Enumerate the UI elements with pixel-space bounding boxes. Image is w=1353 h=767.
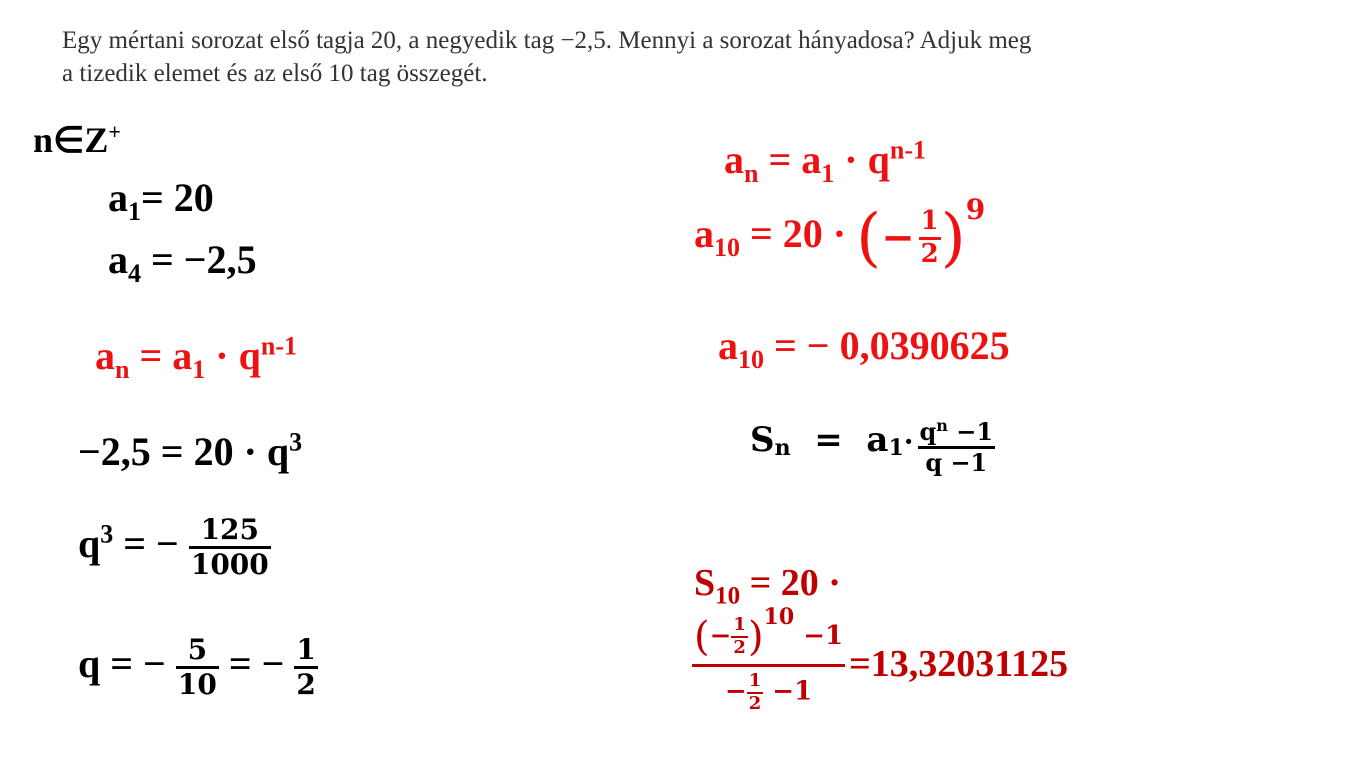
fraction-1-2: $\frac{1}{2}$	[296, 633, 316, 702]
fraction-5-10: $\frac{5}{10}$	[177, 633, 217, 702]
q-cubed-fraction: $q^3$ = − $\frac{125}{1000}$	[78, 513, 269, 582]
s10-denominator-fraction: $\frac{1}{2}$	[748, 670, 762, 714]
right-paren: )	[940, 201, 966, 275]
s10-main-fraction: (− $\frac{1}{2}$ )$^{10}$ −1 − $\frac{1}{2}$ −1	[694, 604, 844, 714]
general-term-formula-left: $a_n = a_1 \cdot q^{n-1}$	[95, 331, 297, 384]
s10-result: =13,32031125	[849, 643, 1069, 686]
fraction-125-1000: $\frac{125}{1000}$	[190, 513, 269, 582]
sum-formula-fraction: $\frac{q^n -1}{q -1}$	[919, 416, 994, 477]
s10-fraction	[692, 604, 1069, 714]
domain-statement: n∈Z+	[33, 119, 121, 160]
given-a4: $a_4 = -2,5$	[108, 237, 257, 288]
problem-statement	[62, 24, 1302, 90]
problem-line-2: a tizedik elemet és az első 10 tag összegét.	[62, 60, 488, 87]
q-value: q = − $\frac{5}{10}$ = − $\frac{1}{2}$	[78, 633, 316, 702]
given-a1: $a_1= 20$	[108, 175, 214, 226]
s10-substitution: $S_{10} = 20$ ·	[694, 562, 841, 610]
left-paren: (	[856, 201, 882, 275]
a10-result: $a_{10}$ = − 0,0390625	[718, 323, 1010, 374]
a10-substitution: $a_{10} = 20$ · (− $\frac{1}{2}$ )$^9$	[694, 192, 986, 275]
sum-formula: $S_n = a_1\cdot$ $\frac{q^n -1}{q -1}$	[750, 416, 994, 477]
s10-inner-fraction: $\frac{1}{2}$	[733, 614, 746, 658]
fraction-1-2-a10: $\frac{1}{2}$	[920, 205, 939, 269]
general-term-formula-right: $a_n = a_1 \cdot q^{n-1}$	[724, 135, 926, 188]
equation-q-cubed: $-2,5 = 20 \cdot q^3$	[78, 427, 303, 474]
problem-line-1: Egy mértani sorozat első tagja 20, a negyedik tag −2,5. Mennyi a sorozat hányadosa? Adjuk meg	[62, 27, 1032, 54]
